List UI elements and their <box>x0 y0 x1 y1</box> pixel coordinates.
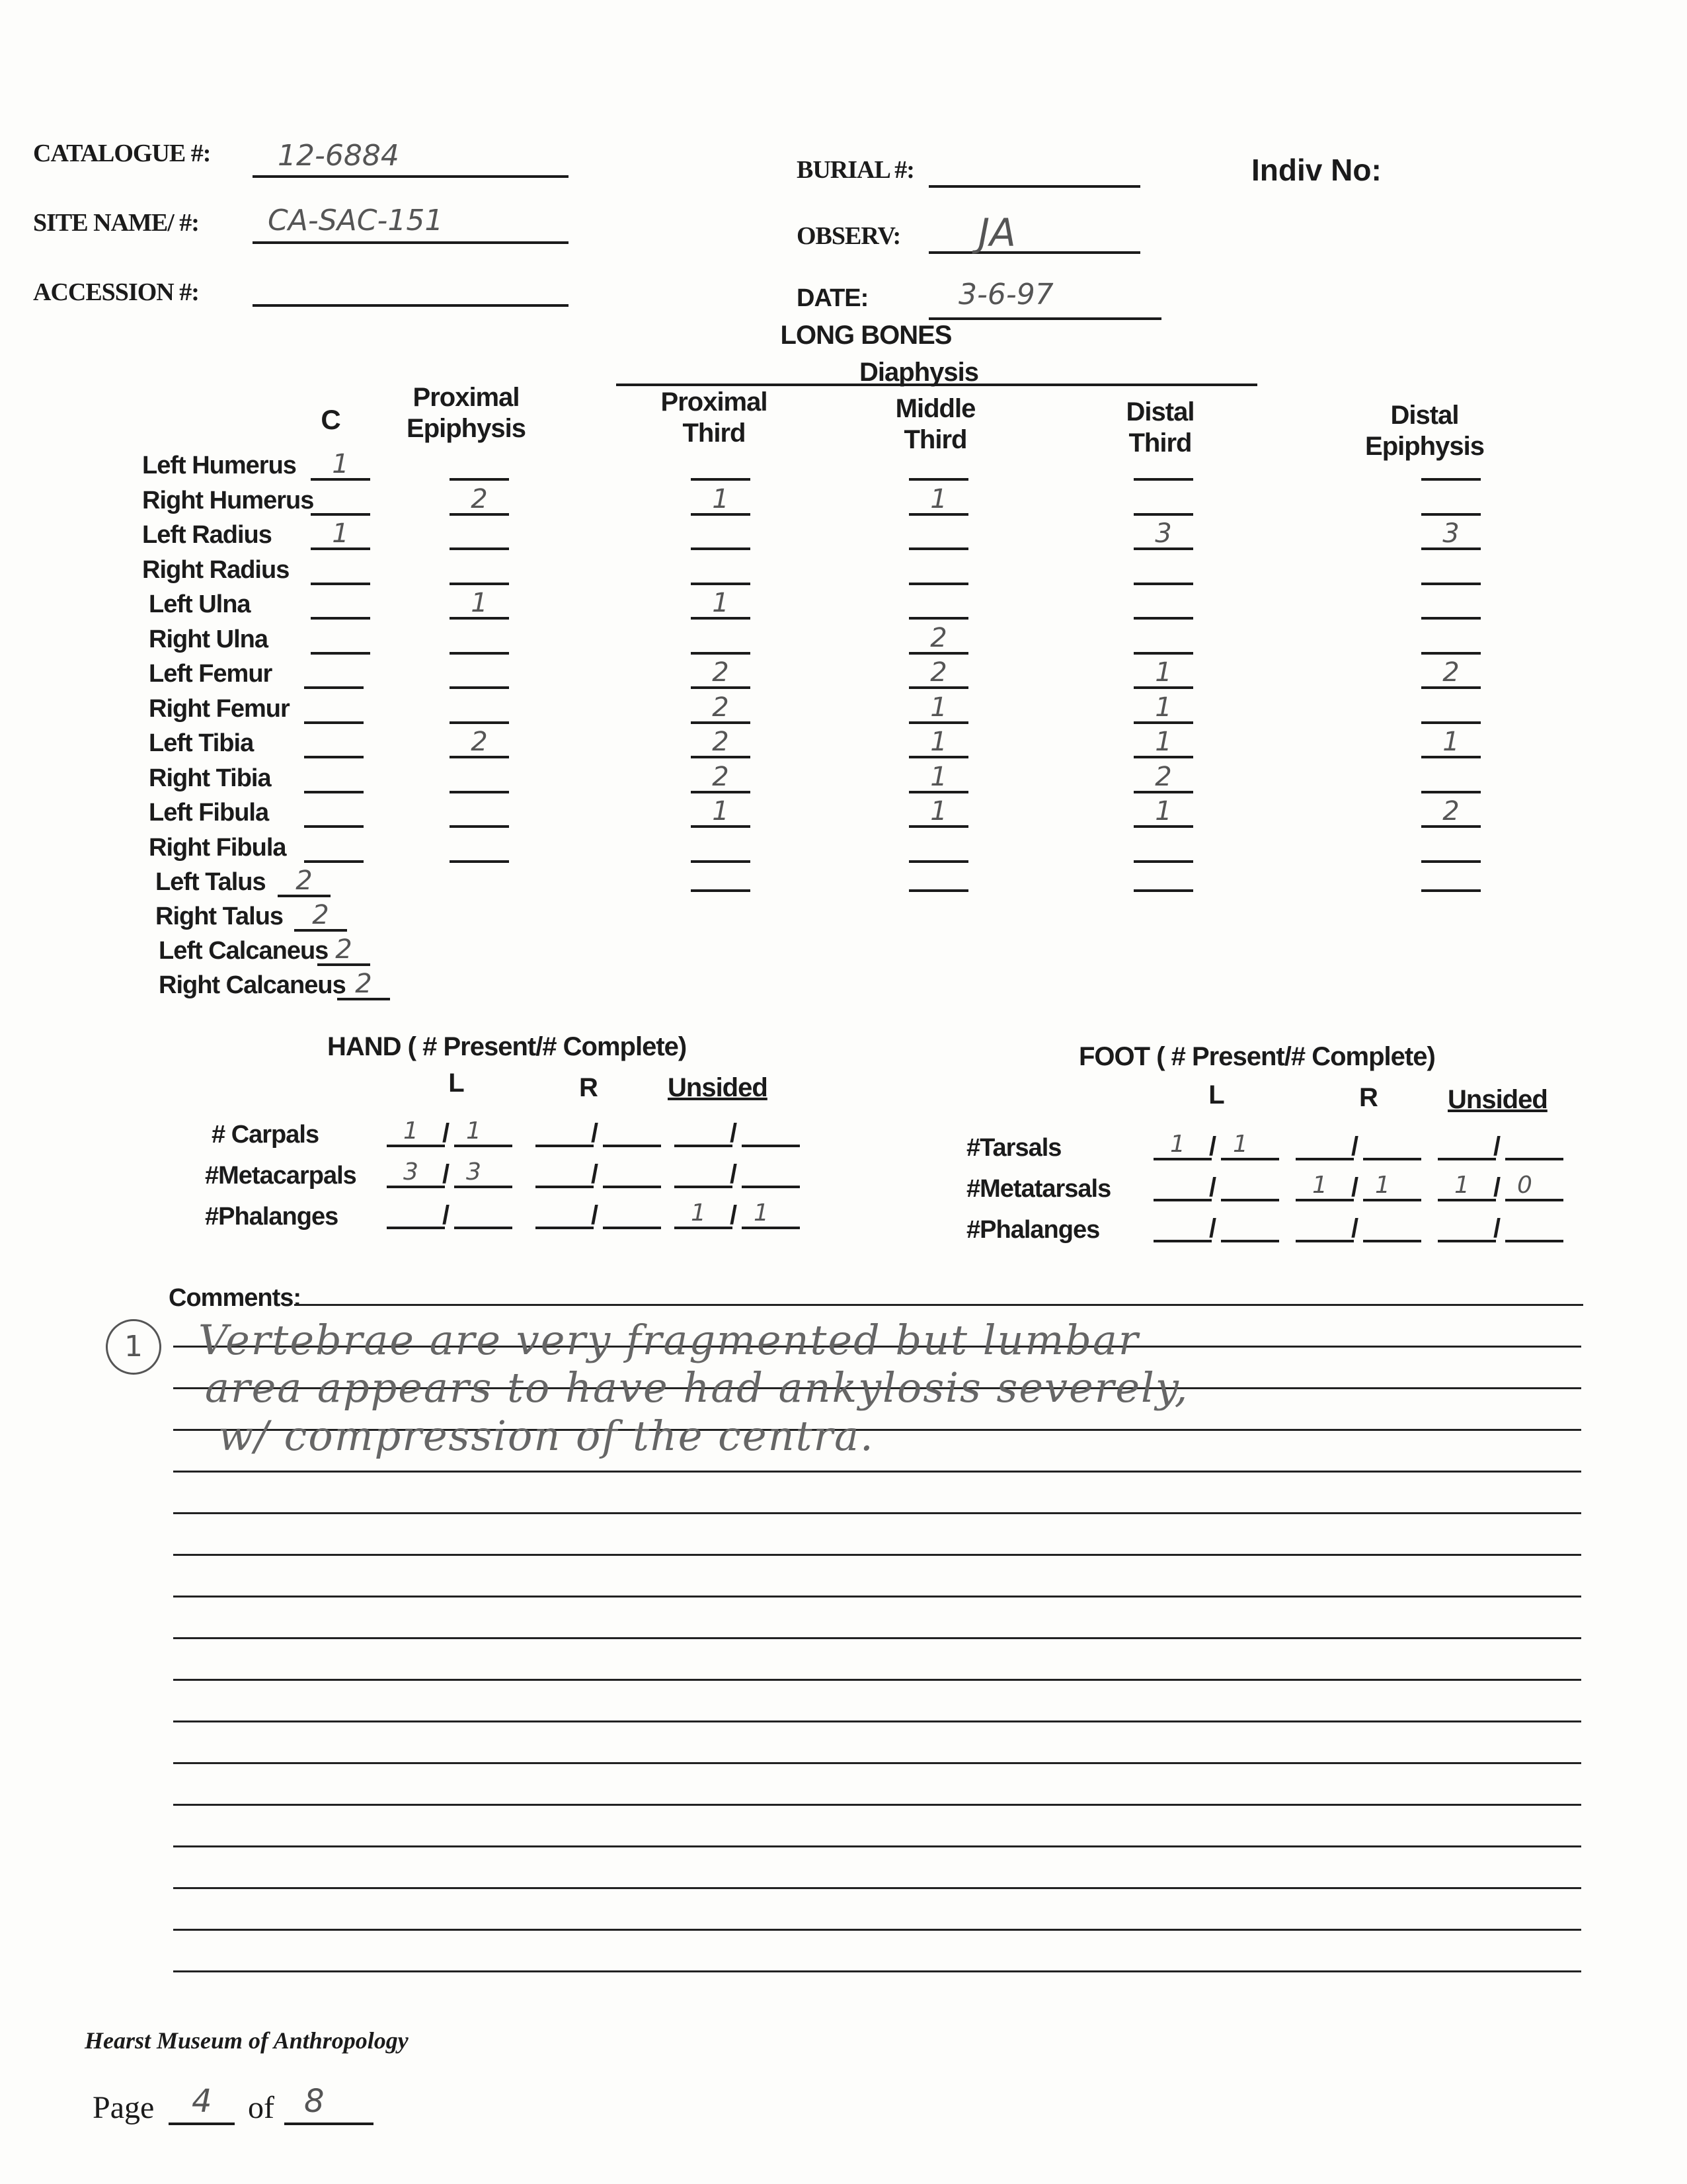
bone-field-de[interactable] <box>1421 695 1481 724</box>
bone-field-pt[interactable] <box>691 729 750 758</box>
comments-label: Comments: <box>169 1284 301 1312</box>
bone-field-dt[interactable] <box>1134 761 1193 793</box>
complete-field[interactable] <box>454 1118 512 1147</box>
bone-value: 2 <box>930 622 947 653</box>
comment-line[interactable] <box>294 1304 1583 1306</box>
complete-field[interactable] <box>742 1159 800 1188</box>
of-field[interactable] <box>284 2096 373 2125</box>
bone-value: 1 <box>930 727 947 757</box>
bone-value: 1 <box>1155 796 1172 827</box>
complete-value: 3 <box>466 1158 481 1186</box>
count-field[interactable] <box>387 1117 512 1148</box>
bone-value: 3 <box>1442 518 1460 549</box>
bone-field-pt[interactable] <box>691 452 750 481</box>
col-header-proximal-third: Proximal Third <box>660 387 767 448</box>
hand-row-label: # Carpals <box>212 1121 319 1149</box>
bone-field-de[interactable] <box>1421 626 1481 655</box>
of-label: of <box>248 2090 274 2125</box>
slash-separator: / <box>1351 1132 1359 1161</box>
count-field[interactable] <box>535 1162 661 1188</box>
small-bone-value: 2 <box>295 866 313 896</box>
bone-field-pe[interactable] <box>450 483 509 516</box>
count-field[interactable] <box>387 1203 512 1229</box>
present-field[interactable] <box>387 1159 445 1188</box>
small-bone-field[interactable] <box>317 934 370 966</box>
slash-separator: / <box>1493 1214 1501 1243</box>
bone-field-c[interactable] <box>304 660 364 689</box>
bone-field-pt[interactable] <box>691 556 750 585</box>
present-field[interactable] <box>535 1118 594 1147</box>
complete-field[interactable] <box>454 1159 512 1188</box>
hand-col-r: R <box>579 1073 598 1102</box>
present-field[interactable] <box>1438 1213 1496 1242</box>
bone-field-de[interactable] <box>1421 590 1481 620</box>
comment-line-3: w/ compression of the centra. <box>218 1412 875 1460</box>
bone-value: 1 <box>930 796 947 827</box>
bone-value: 2 <box>712 727 729 757</box>
bone-field-pe[interactable] <box>450 626 509 655</box>
bone-field-de[interactable] <box>1421 452 1481 481</box>
bone-value: 1 <box>471 588 488 618</box>
bone-field-dt[interactable] <box>1134 692 1193 724</box>
complete-field[interactable] <box>1221 1131 1279 1160</box>
present-value: 3 <box>403 1158 418 1186</box>
bone-field-mt[interactable] <box>909 521 968 550</box>
complete-field[interactable] <box>1221 1172 1279 1201</box>
complete-field[interactable] <box>454 1200 512 1229</box>
complete-value: 1 <box>754 1199 769 1227</box>
bone-field-c[interactable] <box>304 834 364 863</box>
bone-field-dt[interactable] <box>1134 657 1193 689</box>
foot-row-label: #Phalanges <box>966 1216 1100 1244</box>
bone-field-de[interactable] <box>1421 764 1481 793</box>
bone-field-c[interactable] <box>311 590 370 620</box>
slash-separator: / <box>1351 1173 1359 1202</box>
present-field[interactable] <box>1296 1172 1354 1201</box>
present-field[interactable] <box>1438 1172 1496 1201</box>
bone-value: 1 <box>930 483 947 514</box>
present-field[interactable] <box>674 1200 732 1229</box>
bone-field-mt[interactable] <box>909 590 968 620</box>
burial-label: BURIAL #: <box>797 156 914 184</box>
bone-label: Left Tibia <box>149 729 254 757</box>
bone-label: Right Humerus <box>142 486 314 514</box>
bone-field-mt[interactable] <box>909 729 968 758</box>
count-field[interactable] <box>535 1203 661 1229</box>
count-field[interactable] <box>674 1162 800 1188</box>
slash-separator: / <box>730 1160 738 1189</box>
diaphysis-label: Diaphysis <box>859 358 978 387</box>
present-value: 1 <box>1454 1172 1470 1199</box>
bone-field-extra[interactable] <box>1134 863 1193 892</box>
bone-field-dt[interactable] <box>1134 796 1193 828</box>
hand-col-unsided: Unsided <box>668 1073 767 1102</box>
bone-label: Left Femur <box>149 660 272 688</box>
bone-field-pe[interactable] <box>450 799 509 828</box>
page-label: Page <box>93 2090 155 2125</box>
bone-field-mt[interactable] <box>909 622 968 655</box>
comment-line[interactable] <box>173 1637 1581 1639</box>
bone-field-mt[interactable] <box>909 483 968 516</box>
bone-field-pe[interactable] <box>450 521 509 550</box>
complete-value: 1 <box>466 1117 481 1145</box>
slash-separator: / <box>591 1201 599 1230</box>
bone-field-pt[interactable] <box>691 483 750 516</box>
bone-field-pe[interactable] <box>450 729 509 758</box>
bone-label: Right Femur <box>149 694 290 723</box>
bone-field-pe[interactable] <box>450 452 509 481</box>
bone-value: 1 <box>712 483 729 514</box>
present-field[interactable] <box>1154 1172 1212 1201</box>
hand-row-label: #Metacarpals <box>205 1162 356 1190</box>
complete-field[interactable] <box>1363 1131 1421 1160</box>
present-value: 1 <box>1170 1131 1185 1158</box>
hand-row-label: #Phalanges <box>205 1203 338 1231</box>
foot-row-label: #Tarsals <box>966 1134 1062 1162</box>
museum-name: Hearst Museum of Anthropology <box>85 2027 409 2054</box>
bone-field-dt[interactable] <box>1134 487 1193 516</box>
present-field[interactable] <box>387 1118 445 1147</box>
comment-line[interactable] <box>173 1596 1581 1598</box>
complete-value: 0 <box>1517 1172 1532 1199</box>
comment-line[interactable] <box>173 1804 1581 1806</box>
bone-field-mt[interactable] <box>909 556 968 585</box>
bone-field-pe[interactable] <box>450 556 509 585</box>
bone-field-c[interactable] <box>304 799 364 828</box>
slash-separator: / <box>591 1119 599 1148</box>
bone-field-mt[interactable] <box>909 834 968 863</box>
slash-separator: / <box>442 1160 450 1189</box>
bone-field-de[interactable] <box>1421 657 1481 689</box>
comment-line[interactable] <box>173 1512 1581 1514</box>
count-field[interactable] <box>535 1121 661 1147</box>
bone-field-pe[interactable] <box>450 764 509 793</box>
catalogue-value: 12-6884 <box>278 139 399 173</box>
comment-line[interactable] <box>173 1970 1581 1972</box>
bone-value: 1 <box>1155 727 1172 757</box>
comment-line[interactable] <box>173 1471 1581 1473</box>
col-header-middle-third: Middle Third <box>895 394 976 455</box>
comment-line[interactable] <box>173 1720 1581 1722</box>
comment-line-2: area appears to have had ankylosis severely, <box>205 1363 1189 1412</box>
small-bone-label: Right Talus <box>155 903 284 930</box>
bone-field-extra[interactable] <box>691 863 750 892</box>
slash-separator: / <box>442 1201 450 1230</box>
bone-label: Right Ulna <box>149 625 268 653</box>
hand-col-l: L <box>448 1069 464 1098</box>
small-bone-field[interactable] <box>294 900 347 932</box>
site-value: CA-SAC-151 <box>268 204 444 237</box>
small-bone-value: 2 <box>355 969 372 999</box>
complete-field[interactable] <box>1505 1213 1563 1242</box>
slash-separator: / <box>591 1160 599 1189</box>
present-value: 1 <box>691 1199 706 1227</box>
bone-value: 1 <box>930 692 947 723</box>
present-field[interactable] <box>1154 1131 1212 1160</box>
bone-field-mt[interactable] <box>909 657 968 689</box>
bone-field-c[interactable] <box>304 764 364 793</box>
comment-line[interactable] <box>173 1929 1581 1931</box>
hand-title: HAND ( # Present/# Complete) <box>327 1032 687 1061</box>
bone-value: 1 <box>712 588 729 618</box>
foot-col-unsided: Unsided <box>1448 1085 1548 1114</box>
bone-field-pt[interactable] <box>691 761 750 793</box>
comment-line[interactable] <box>173 1554 1581 1556</box>
comment-line[interactable] <box>173 1845 1581 1847</box>
foot-col-r: R <box>1359 1083 1378 1112</box>
bone-field-extra[interactable] <box>909 863 968 892</box>
bone-value: 1 <box>712 796 729 827</box>
col-header-distal-epiphysis: Distal Epiphysis <box>1365 401 1484 462</box>
slash-separator: / <box>1493 1173 1501 1202</box>
site-label: SITE NAME/ #: <box>33 209 199 237</box>
foot-title: FOOT ( # Present/# Complete) <box>1079 1042 1435 1071</box>
count-field[interactable] <box>1296 1134 1421 1160</box>
bone-field-mt[interactable] <box>909 452 968 481</box>
foot-col-l: L <box>1208 1080 1224 1110</box>
observ-field[interactable] <box>929 225 1140 254</box>
bone-field-c[interactable] <box>311 518 370 550</box>
count-field[interactable] <box>1296 1172 1421 1202</box>
bone-label: Right Fibula <box>149 833 286 862</box>
count-field[interactable] <box>1154 1131 1279 1161</box>
bone-field-de[interactable] <box>1421 487 1481 516</box>
slash-separator: / <box>730 1119 738 1148</box>
bone-field-pe[interactable] <box>450 695 509 724</box>
bone-value: 3 <box>1155 518 1172 549</box>
slash-separator: / <box>1209 1132 1217 1161</box>
bone-field-dt[interactable] <box>1134 452 1193 481</box>
bone-field-c[interactable] <box>304 695 364 724</box>
complete-field[interactable] <box>1505 1172 1563 1201</box>
bone-field-c[interactable] <box>311 487 370 516</box>
complete-value: 1 <box>1375 1172 1390 1199</box>
bone-value: 2 <box>712 761 729 792</box>
bone-value: 2 <box>930 657 947 688</box>
present-field[interactable] <box>674 1159 732 1188</box>
complete-field[interactable] <box>1505 1131 1563 1160</box>
bone-field-mt[interactable] <box>909 761 968 793</box>
slash-separator: / <box>442 1119 450 1148</box>
bone-value: 2 <box>712 692 729 723</box>
count-field[interactable] <box>1438 1172 1563 1202</box>
of-value: 8 <box>304 2083 325 2120</box>
small-bone-label: Left Talus <box>155 868 266 896</box>
count-field[interactable] <box>1438 1216 1563 1242</box>
bone-value: 1 <box>1442 727 1460 757</box>
bone-field-pt[interactable] <box>691 590 750 620</box>
count-field[interactable] <box>1154 1175 1279 1201</box>
bone-label: Left Ulna <box>149 590 251 618</box>
bone-field-pt[interactable] <box>691 521 750 550</box>
complete-field[interactable] <box>742 1118 800 1147</box>
present-field[interactable] <box>1296 1213 1354 1242</box>
bone-field-pt[interactable] <box>691 692 750 724</box>
bone-field-pe[interactable] <box>450 834 509 863</box>
col-header-distal-third: Distal Third <box>1126 397 1195 458</box>
col-header-c: C <box>321 404 340 435</box>
present-field[interactable] <box>1296 1131 1354 1160</box>
bone-field-pt[interactable] <box>691 796 750 828</box>
present-field[interactable] <box>1438 1131 1496 1160</box>
bone-field-extra[interactable] <box>1421 863 1481 892</box>
bone-field-dt[interactable] <box>1134 590 1193 620</box>
indiv-label: Indiv No: <box>1251 153 1382 187</box>
present-field[interactable] <box>535 1200 594 1229</box>
bone-value: 1 <box>1155 657 1172 688</box>
bone-value: 2 <box>1442 657 1460 688</box>
slash-separator: / <box>1493 1132 1501 1161</box>
bone-label: Left Fibula <box>149 799 269 827</box>
bone-field-de[interactable] <box>1421 729 1481 758</box>
foot-row-label: #Metatarsals <box>966 1175 1111 1203</box>
bone-value: 2 <box>471 483 488 514</box>
bone-field-c[interactable] <box>304 729 364 758</box>
present-value: 1 <box>403 1117 418 1145</box>
comment-line[interactable] <box>173 1762 1581 1764</box>
page-value: 4 <box>192 2083 212 2120</box>
count-field[interactable] <box>674 1199 800 1230</box>
complete-field[interactable] <box>742 1200 800 1229</box>
bone-field-de[interactable] <box>1421 796 1481 828</box>
complete-field[interactable] <box>603 1118 661 1147</box>
bone-field-pt[interactable] <box>691 626 750 655</box>
bone-field-de[interactable] <box>1421 518 1481 550</box>
bone-field-dt[interactable] <box>1134 729 1193 758</box>
complete-value: 1 <box>1233 1131 1248 1158</box>
date-label: DATE: <box>797 284 869 312</box>
bone-value: 1 <box>930 761 947 792</box>
present-field[interactable] <box>1154 1213 1212 1242</box>
bone-field-pt[interactable] <box>691 834 750 863</box>
bone-value: 2 <box>1442 796 1460 827</box>
bone-value: 1 <box>332 518 349 549</box>
bone-label: Right Tibia <box>149 764 271 792</box>
complete-field[interactable] <box>1363 1213 1421 1242</box>
accession-label: ACCESSION #: <box>33 278 199 306</box>
bone-label: Right Radius <box>142 555 290 584</box>
date-value: 3-6-97 <box>959 278 1054 311</box>
bone-field-mt[interactable] <box>909 692 968 724</box>
comment-marker: 1 <box>106 1319 161 1375</box>
comment-line[interactable] <box>173 1887 1581 1889</box>
bone-value: 1 <box>1155 692 1172 723</box>
present-field[interactable] <box>674 1118 732 1147</box>
bone-field-pe[interactable] <box>450 590 509 620</box>
bone-value: 2 <box>1155 761 1172 792</box>
bone-field-dt[interactable] <box>1134 626 1193 655</box>
observ-label: OBSERV: <box>797 222 901 250</box>
bone-value: 2 <box>712 657 729 688</box>
bone-field-dt[interactable] <box>1134 556 1193 585</box>
small-bone-label: Left Calcaneus <box>159 937 329 965</box>
bone-label: Left Radius <box>142 521 272 549</box>
bone-value: 2 <box>471 727 488 757</box>
bone-field-de[interactable] <box>1421 556 1481 585</box>
bone-field-c[interactable] <box>311 449 370 481</box>
bone-field-dt[interactable] <box>1134 518 1193 550</box>
comment-line[interactable] <box>173 1679 1581 1681</box>
bone-label: Left Humerus <box>142 452 296 479</box>
slash-separator: / <box>730 1201 738 1230</box>
small-bone-value: 2 <box>312 900 329 930</box>
present-field[interactable] <box>535 1159 594 1188</box>
complete-field[interactable] <box>603 1159 661 1188</box>
count-field[interactable] <box>1296 1216 1421 1242</box>
present-field[interactable] <box>387 1200 445 1229</box>
count-field[interactable] <box>674 1121 800 1147</box>
bone-field-de[interactable] <box>1421 834 1481 863</box>
catalogue-label: CATALOGUE #: <box>33 140 211 167</box>
accession-field[interactable] <box>253 278 569 307</box>
small-bone-label: Right Calcaneus <box>159 971 346 999</box>
count-field[interactable] <box>387 1158 512 1189</box>
burial-field[interactable] <box>929 159 1140 188</box>
small-bone-value: 2 <box>335 934 352 965</box>
present-value: 1 <box>1312 1172 1327 1199</box>
complete-field[interactable] <box>1363 1172 1421 1201</box>
bone-field-pt[interactable] <box>691 657 750 689</box>
small-bone-field[interactable] <box>278 868 331 897</box>
bone-value: 1 <box>332 449 349 479</box>
slash-separator: / <box>1351 1214 1359 1243</box>
complete-field[interactable] <box>603 1200 661 1229</box>
bone-field-c[interactable] <box>311 556 370 585</box>
bone-field-pe[interactable] <box>450 660 509 689</box>
slash-separator: / <box>1209 1173 1217 1202</box>
bone-field-c[interactable] <box>311 626 370 655</box>
small-bone-field[interactable] <box>337 971 390 1000</box>
long-bones-title: LONG BONES <box>780 321 952 350</box>
bone-field-dt[interactable] <box>1134 834 1193 863</box>
comment-line-1: Vertebrae are very fragmented but lumbar <box>198 1316 1140 1364</box>
count-field[interactable] <box>1154 1216 1279 1242</box>
col-header-proximal-epiphysis: Proximal Epiphysis <box>407 383 526 444</box>
slash-separator: / <box>1209 1214 1217 1243</box>
bone-field-mt[interactable] <box>909 796 968 828</box>
observ-value: JA <box>978 210 1016 255</box>
complete-field[interactable] <box>1221 1213 1279 1242</box>
count-field[interactable] <box>1438 1134 1563 1160</box>
